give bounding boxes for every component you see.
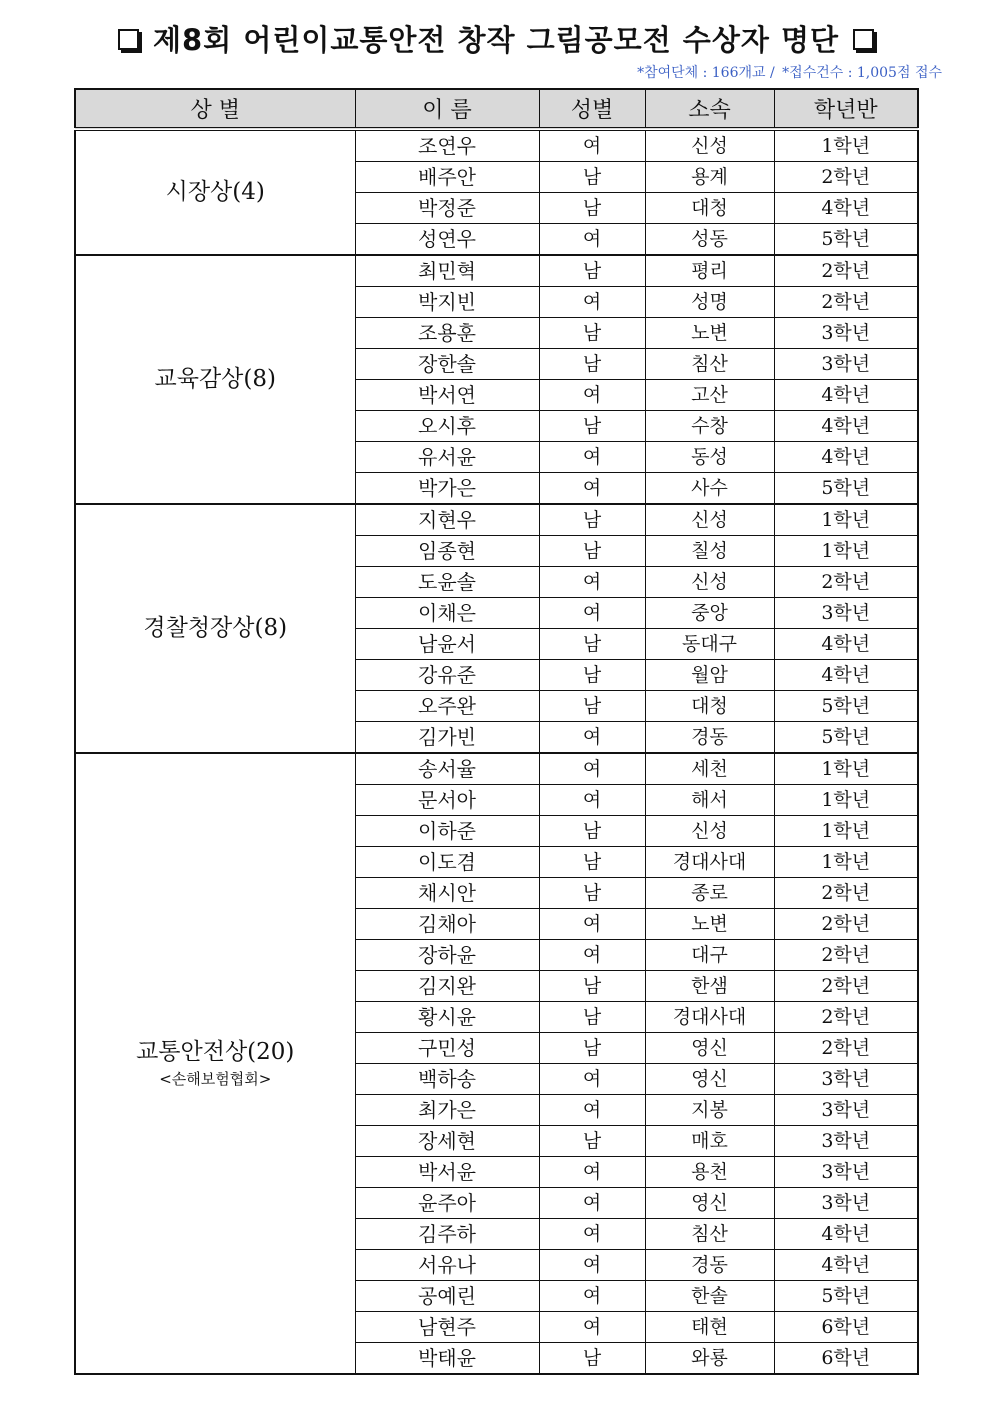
header-school: 소속 xyxy=(645,89,774,129)
student-school: 사수 xyxy=(645,473,774,505)
student-name: 성연우 xyxy=(355,224,539,256)
student-grade: 5학년 xyxy=(774,224,918,256)
student-grade: 3학년 xyxy=(774,349,918,380)
student-gender: 여 xyxy=(539,1312,645,1343)
award-category xyxy=(75,753,355,1374)
table-row xyxy=(75,129,918,162)
student-gender: 여 xyxy=(539,129,645,162)
submissions-count: *접수건수 : 1,005점 접수 xyxy=(782,65,942,81)
student-name: 박태윤 xyxy=(355,1343,539,1375)
award-title: 교육감상(8) xyxy=(154,365,276,392)
student-school: 경대사대 xyxy=(645,847,774,878)
student-school: 중앙 xyxy=(645,598,774,629)
student-grade: 6학년 xyxy=(774,1312,918,1343)
student-name: 지현우 xyxy=(355,504,539,536)
table-row xyxy=(75,255,918,287)
student-grade: 1학년 xyxy=(774,504,918,536)
header-name: 이 름 xyxy=(355,89,539,129)
student-school: 경동 xyxy=(645,1250,774,1281)
title-text: 제8회 어린이교통안전 창작 그림공모전 수상자 명단 xyxy=(153,23,839,57)
student-gender: 여 xyxy=(539,1188,645,1219)
student-name: 조연우 xyxy=(355,129,539,162)
student-name: 오주완 xyxy=(355,691,539,722)
student-name: 유서윤 xyxy=(355,442,539,473)
student-gender: 여 xyxy=(539,722,645,754)
table-row xyxy=(75,504,918,536)
student-school: 종로 xyxy=(645,878,774,909)
table-body xyxy=(75,129,918,1374)
student-gender: 여 xyxy=(539,1095,645,1126)
page-title xyxy=(0,18,992,59)
award-sponsor: <손해보험협회> xyxy=(159,1070,272,1089)
student-school: 용계 xyxy=(645,162,774,193)
participants-count: *참여단체 : 166개교 / xyxy=(637,65,775,81)
student-gender: 남 xyxy=(539,411,645,442)
student-grade: 1학년 xyxy=(774,785,918,816)
student-grade: 5학년 xyxy=(774,473,918,505)
student-grade: 1학년 xyxy=(774,129,918,162)
student-gender: 여 xyxy=(539,1250,645,1281)
student-school: 신성 xyxy=(645,816,774,847)
student-grade: 4학년 xyxy=(774,1250,918,1281)
student-grade: 2학년 xyxy=(774,878,918,909)
student-grade: 4학년 xyxy=(774,1219,918,1250)
student-name: 김지완 xyxy=(355,971,539,1002)
student-grade: 2학년 xyxy=(774,1033,918,1064)
student-grade: 2학년 xyxy=(774,162,918,193)
award-title: 교통안전상(20) xyxy=(136,1038,295,1065)
header-grade: 학년반 xyxy=(774,89,918,129)
award-category xyxy=(75,255,355,504)
student-grade: 4학년 xyxy=(774,442,918,473)
student-grade: 1학년 xyxy=(774,536,918,567)
header-gender: 성별 xyxy=(539,89,645,129)
student-gender: 남 xyxy=(539,847,645,878)
student-school: 침산 xyxy=(645,349,774,380)
student-school: 성명 xyxy=(645,287,774,318)
student-grade: 3학년 xyxy=(774,598,918,629)
student-gender: 남 xyxy=(539,971,645,1002)
student-school: 지봉 xyxy=(645,1095,774,1126)
student-grade: 3학년 xyxy=(774,1126,918,1157)
winners-table xyxy=(74,88,919,1375)
student-name: 김채아 xyxy=(355,909,539,940)
student-school: 영신 xyxy=(645,1188,774,1219)
student-name: 이하준 xyxy=(355,816,539,847)
student-gender: 여 xyxy=(539,1281,645,1312)
student-grade: 3학년 xyxy=(774,1095,918,1126)
student-gender: 여 xyxy=(539,598,645,629)
checkbox-square-icon xyxy=(118,29,139,50)
student-gender: 남 xyxy=(539,193,645,224)
student-name: 최가은 xyxy=(355,1095,539,1126)
submission-summary xyxy=(634,62,942,82)
student-name: 조용훈 xyxy=(355,318,539,349)
student-name: 배주안 xyxy=(355,162,539,193)
student-school: 매호 xyxy=(645,1126,774,1157)
student-name: 최민혁 xyxy=(355,255,539,287)
student-name: 서유나 xyxy=(355,1250,539,1281)
student-grade: 1학년 xyxy=(774,753,918,785)
student-grade: 1학년 xyxy=(774,847,918,878)
student-grade: 4학년 xyxy=(774,629,918,660)
student-gender: 남 xyxy=(539,629,645,660)
student-grade: 2학년 xyxy=(774,971,918,1002)
student-name: 남현주 xyxy=(355,1312,539,1343)
student-school: 신성 xyxy=(645,129,774,162)
student-gender: 여 xyxy=(539,1219,645,1250)
student-gender: 여 xyxy=(539,909,645,940)
student-grade: 5학년 xyxy=(774,1281,918,1312)
student-gender: 남 xyxy=(539,536,645,567)
student-gender: 여 xyxy=(539,380,645,411)
student-school: 대구 xyxy=(645,940,774,971)
student-gender: 남 xyxy=(539,504,645,536)
student-name: 장한솔 xyxy=(355,349,539,380)
student-school: 경동 xyxy=(645,722,774,754)
student-gender: 남 xyxy=(539,318,645,349)
student-school: 용천 xyxy=(645,1157,774,1188)
student-name: 김가빈 xyxy=(355,722,539,754)
student-grade: 2학년 xyxy=(774,909,918,940)
student-name: 박정준 xyxy=(355,193,539,224)
student-school: 세천 xyxy=(645,753,774,785)
student-name: 박서윤 xyxy=(355,1157,539,1188)
checkbox-square-icon xyxy=(853,29,874,50)
student-name: 문서아 xyxy=(355,785,539,816)
student-school: 침산 xyxy=(645,1219,774,1250)
student-grade: 2학년 xyxy=(774,940,918,971)
student-school: 대청 xyxy=(645,193,774,224)
student-gender: 남 xyxy=(539,1002,645,1033)
student-gender: 여 xyxy=(539,567,645,598)
student-gender: 여 xyxy=(539,1064,645,1095)
student-school: 칠성 xyxy=(645,536,774,567)
student-gender: 남 xyxy=(539,816,645,847)
student-school: 노변 xyxy=(645,909,774,940)
student-gender: 여 xyxy=(539,785,645,816)
student-school: 월암 xyxy=(645,660,774,691)
student-name: 박가은 xyxy=(355,473,539,505)
student-name: 백하송 xyxy=(355,1064,539,1095)
student-school: 평리 xyxy=(645,255,774,287)
student-gender: 여 xyxy=(539,940,645,971)
student-grade: 3학년 xyxy=(774,318,918,349)
student-name: 구민성 xyxy=(355,1033,539,1064)
student-gender: 여 xyxy=(539,224,645,256)
student-school: 경대사대 xyxy=(645,1002,774,1033)
student-school: 태현 xyxy=(645,1312,774,1343)
student-gender: 남 xyxy=(539,1126,645,1157)
student-school: 영신 xyxy=(645,1064,774,1095)
student-school: 와룡 xyxy=(645,1343,774,1375)
student-name: 장세현 xyxy=(355,1126,539,1157)
student-grade: 3학년 xyxy=(774,1157,918,1188)
student-name: 장하윤 xyxy=(355,940,539,971)
student-name: 임종현 xyxy=(355,536,539,567)
student-school: 한샘 xyxy=(645,971,774,1002)
student-school: 해서 xyxy=(645,785,774,816)
student-grade: 4학년 xyxy=(774,411,918,442)
header-award: 상 별 xyxy=(75,89,355,129)
student-gender: 여 xyxy=(539,1157,645,1188)
student-grade: 1학년 xyxy=(774,816,918,847)
table-header-row xyxy=(75,89,918,129)
student-school: 고산 xyxy=(645,380,774,411)
student-name: 송서율 xyxy=(355,753,539,785)
student-gender: 여 xyxy=(539,473,645,505)
student-grade: 5학년 xyxy=(774,722,918,754)
student-name: 채시안 xyxy=(355,878,539,909)
student-gender: 남 xyxy=(539,349,645,380)
student-name: 이채은 xyxy=(355,598,539,629)
student-school: 신성 xyxy=(645,504,774,536)
student-gender: 남 xyxy=(539,1033,645,1064)
student-gender: 남 xyxy=(539,162,645,193)
student-gender: 남 xyxy=(539,1343,645,1375)
student-grade: 2학년 xyxy=(774,255,918,287)
student-school: 영신 xyxy=(645,1033,774,1064)
student-grade: 3학년 xyxy=(774,1064,918,1095)
student-school: 동성 xyxy=(645,442,774,473)
student-grade: 5학년 xyxy=(774,691,918,722)
student-gender: 여 xyxy=(539,287,645,318)
student-name: 황시윤 xyxy=(355,1002,539,1033)
award-category xyxy=(75,504,355,753)
award-category xyxy=(75,129,355,255)
student-name: 도윤솔 xyxy=(355,567,539,598)
student-name: 오시후 xyxy=(355,411,539,442)
student-grade: 2학년 xyxy=(774,567,918,598)
student-school: 성동 xyxy=(645,224,774,256)
student-gender: 여 xyxy=(539,442,645,473)
student-name: 이도겸 xyxy=(355,847,539,878)
award-title: 경찰청장상(8) xyxy=(143,614,288,641)
student-gender: 남 xyxy=(539,691,645,722)
student-name: 공예린 xyxy=(355,1281,539,1312)
student-gender: 여 xyxy=(539,753,645,785)
student-grade: 3학년 xyxy=(774,1188,918,1219)
student-school: 수창 xyxy=(645,411,774,442)
student-gender: 남 xyxy=(539,878,645,909)
student-grade: 4학년 xyxy=(774,380,918,411)
student-gender: 남 xyxy=(539,660,645,691)
student-name: 김주하 xyxy=(355,1219,539,1250)
student-school: 대청 xyxy=(645,691,774,722)
student-grade: 4학년 xyxy=(774,660,918,691)
student-school: 동대구 xyxy=(645,629,774,660)
student-gender: 남 xyxy=(539,255,645,287)
student-name: 강유준 xyxy=(355,660,539,691)
student-school: 한솔 xyxy=(645,1281,774,1312)
student-school: 노변 xyxy=(645,318,774,349)
student-grade: 4학년 xyxy=(774,193,918,224)
student-name: 남윤서 xyxy=(355,629,539,660)
student-name: 윤주아 xyxy=(355,1188,539,1219)
student-school: 신성 xyxy=(645,567,774,598)
student-name: 박지빈 xyxy=(355,287,539,318)
student-grade: 2학년 xyxy=(774,1002,918,1033)
award-title: 시장상(4) xyxy=(165,178,265,205)
student-grade: 6학년 xyxy=(774,1343,918,1375)
table-row xyxy=(75,753,918,785)
student-name: 박서연 xyxy=(355,380,539,411)
student-grade: 2학년 xyxy=(774,287,918,318)
